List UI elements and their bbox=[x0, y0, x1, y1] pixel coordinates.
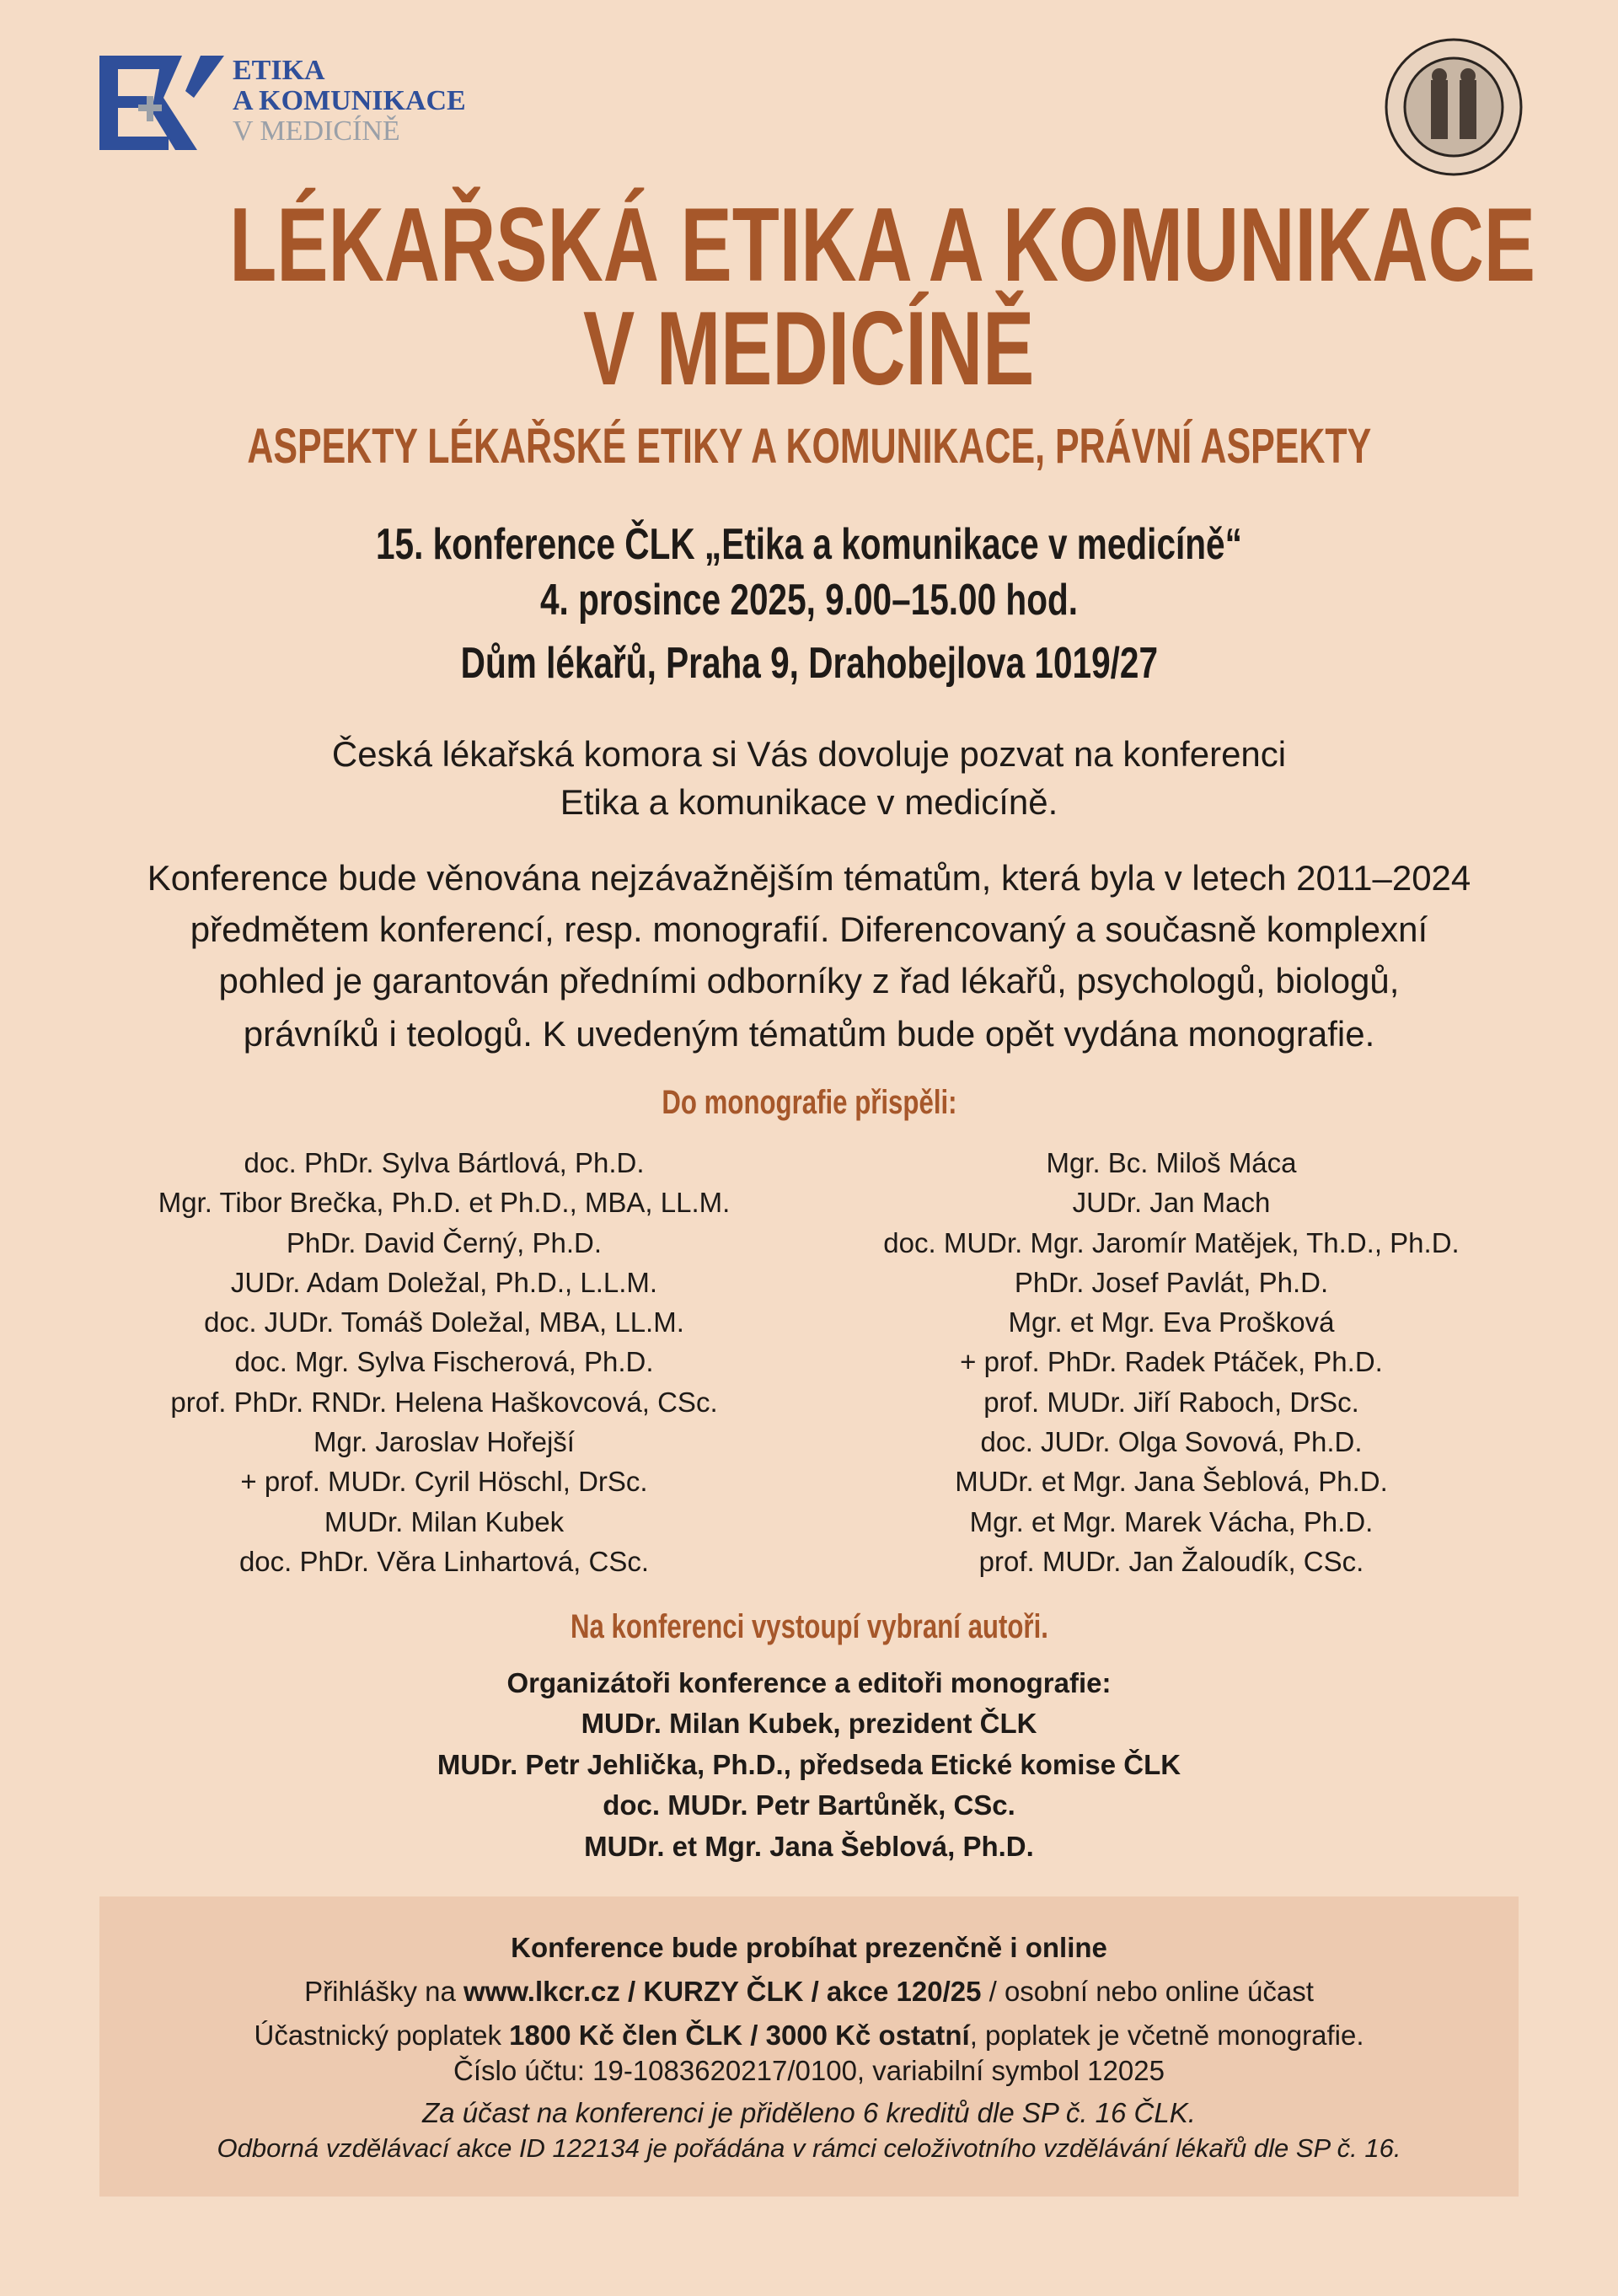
title-line-1: LÉKAŘSKÁ ETIKA A KOMUNIKACE bbox=[229, 187, 1535, 303]
organizer: doc. MUDr. Petr Bartůněk, CSc. bbox=[603, 1789, 1015, 1821]
contributors-heading: Do monografie přispěli: bbox=[661, 1084, 957, 1121]
description-line: Konference bude věnována nejzávažnějším tématům, která byla v letech 2011–2024 bbox=[147, 858, 1471, 898]
contributor-name: prof. MUDr. Jiří Raboch, DrSc. bbox=[983, 1386, 1359, 1418]
contributor-name: JUDr. Jan Mach bbox=[1072, 1187, 1271, 1219]
organizer: MUDr. Milan Kubek, prezident ČLK bbox=[581, 1708, 1037, 1739]
title-line-2: V MEDICÍNĚ bbox=[583, 291, 1035, 407]
ek-logo bbox=[99, 56, 496, 150]
conference-date: 4. prosince 2025, 9.00–15.00 hod. bbox=[539, 576, 1079, 625]
contributor-name: MUDr. Milan Kubek bbox=[324, 1505, 565, 1537]
contributor-name: JUDr. Adam Doležal, Ph.D., L.L.M. bbox=[230, 1266, 658, 1298]
contributor-name: Mgr. Jaroslav Hořejší bbox=[313, 1426, 575, 1458]
description-line: předmětem konferencí, resp. monografií. Diferencovaný a současně komplexní bbox=[190, 909, 1428, 949]
contributor-name: Mgr. Bc. Miloš Máca bbox=[1046, 1147, 1297, 1178]
conference-name: 15. konference ČLK „Etika a komunikace v medicíně“ bbox=[376, 520, 1242, 569]
contributors-right bbox=[792, 1143, 1551, 1581]
contributor-name: + prof. MUDr. Cyril Höschl, DrSc. bbox=[240, 1466, 648, 1498]
conference-place: Dům lékařů, Praha 9, Drahobejlova 1019/27 bbox=[460, 639, 1158, 688]
contributor-name: doc. PhDr. Sylva Bártlová, Ph.D. bbox=[244, 1147, 645, 1178]
account-line: Číslo účtu: 19-1083620217/0100, variabilní symbol 12025 bbox=[453, 2055, 1165, 2086]
invitation-line: Česká lékařská komora si Vás dovoluje pozvat na konferenci bbox=[331, 734, 1287, 774]
registration-line: Přihlášky na www.lkcr.cz / KURZY ČLK / akce 120/25 / osobní nebo online účast bbox=[304, 1976, 1314, 2007]
logo-line-3: V MEDICÍNĚ bbox=[233, 115, 400, 147]
contributor-name: + prof. PhDr. Radek Ptáček, Ph.D. bbox=[960, 1346, 1383, 1378]
organizer: MUDr. et Mgr. Jana Šeblová, Ph.D. bbox=[584, 1831, 1034, 1862]
contributor-name: doc. JUDr. Tomáš Doležal, MBA, LL.M. bbox=[204, 1306, 684, 1338]
contributor-name: PhDr. David Černý, Ph.D. bbox=[286, 1226, 603, 1258]
ek-logo-mark bbox=[99, 56, 234, 150]
credits-line: Za účast na konferenci je přiděleno 6 kreditů dle SP č. 16 ČLK. bbox=[422, 2097, 1196, 2128]
contributor-name: doc. PhDr. Věra Linhartová, CSc. bbox=[238, 1545, 650, 1577]
contributor-name: Mgr. Tibor Brečka, Ph.D. et Ph.D., MBA, LL.M. bbox=[158, 1187, 731, 1219]
contributor-name: doc. JUDr. Olga Sovová, Ph.D. bbox=[980, 1426, 1363, 1458]
registration-link[interactable]: www.lkcr.cz / KURZY ČLK / akce 120/25 bbox=[463, 1976, 982, 2007]
attendance-mode: Konference bude probíhat prezenčně i online bbox=[511, 1932, 1107, 1963]
contributor-name: PhDr. Josef Pavlát, Ph.D. bbox=[1014, 1266, 1329, 1298]
clk-seal bbox=[1385, 38, 1523, 176]
contributor-name: doc. MUDr. Mgr. Jaromír Matějek, Th.D., Ph.D. bbox=[883, 1226, 1460, 1258]
organizers-heading: Organizátoři konference a editoři monografie: bbox=[506, 1667, 1112, 1698]
subtitle: ASPEKTY LÉKAŘSKÉ ETIKY A KOMUNIKACE, PRÁVNÍ ASPEKTY bbox=[247, 419, 1371, 474]
contributor-name: prof. PhDr. RNDr. Helena Haškovcová, CSc. bbox=[170, 1386, 718, 1418]
contributors-left bbox=[65, 1143, 823, 1581]
speakers-note: Na konferenci vystoupí vybraní autoři. bbox=[570, 1608, 1048, 1645]
contributor-name: Mgr. et Mgr. Marek Vácha, Ph.D. bbox=[969, 1505, 1374, 1537]
description-line: pohled je garantován předními odborníky z řad lékařů, psychologů, biologů, bbox=[218, 961, 1400, 1000]
contributor-name: Mgr. et Mgr. Eva Prošková bbox=[1008, 1306, 1335, 1338]
description-line: právníků i teologů. K uvedeným tématům bude opět vydána monografie. bbox=[243, 1014, 1375, 1054]
contributor-name: MUDr. et Mgr. Jana Šeblová, Ph.D. bbox=[955, 1466, 1388, 1498]
logo-line-2: A KOMUNIKACE bbox=[233, 85, 466, 116]
contributor-name: prof. MUDr. Jan Žaloudík, CSc. bbox=[978, 1545, 1364, 1577]
invitation-line: Etika a komunikace v medicíně. bbox=[560, 782, 1058, 822]
fee-line: Účastnický poplatek 1800 Kč člen ČLK / 3000 Kč ostatní, poplatek je včetně monografie. bbox=[254, 2020, 1364, 2051]
organizer: MUDr. Petr Jehlička, Ph.D., předseda Etické komise ČLK bbox=[437, 1749, 1181, 1780]
logo-line-1: ETIKA bbox=[233, 55, 325, 86]
contributor-name: doc. Mgr. Sylva Fischerová, Ph.D. bbox=[234, 1346, 654, 1378]
accreditation-line: Odborná vzdělávací akce ID 122134 je pořádána v rámci celoživotního vzdělávání lékařů dle SP č. 16. bbox=[217, 2133, 1401, 2163]
